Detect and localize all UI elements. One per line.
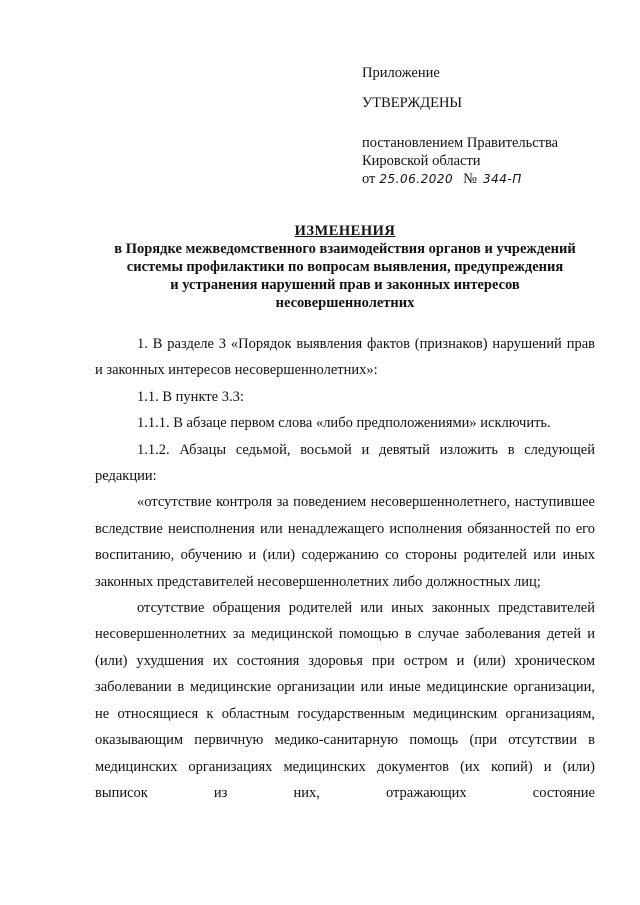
title-line-1: в Порядке межведомственного взаимодействия органов и учреждений: [114, 241, 576, 257]
decree-line-2: Кировской области: [362, 153, 481, 169]
document-body: [95, 331, 595, 806]
number-prefix: №: [463, 171, 477, 187]
decree-reference: [362, 134, 558, 188]
handwritten-number: 344-П: [482, 172, 522, 186]
paragraph-6: отсутствие обращения родителей или иных законных представителей несовершеннолетних за медицинской помощью в случае заболевания детей и (или) ухудшения их состояния здоровья при остром и (или) хроническом заболевании в медицинские организации или иные медицинские организации, не относящиеся к областным государственным медицинским организациям, оказывающим первичную медико-санитарную помощь (при отсутствии в медицинских организациях медицинских документов (их копий) и (или) выписок из них, отражающих состояние: [95, 600, 595, 801]
paragraph-3: 1.1.1. В абзаце первом слова «либо предположениями» исключить.: [137, 415, 551, 432]
paragraph-1: 1. В разделе 3 «Порядок выявления фактов (признаков) нарушений прав и законных интересов несовершеннолетних»:: [95, 336, 595, 379]
title-heading: ИЗМЕНЕНИЯ: [294, 223, 396, 239]
date-prefix: от: [362, 171, 376, 187]
paragraph-5: «отсутствие контроля за поведением несовершеннолетнего, наступившее вследствие неисполнения или ненадлежащего исполнения обязанностей по его воспитанию, обучению и (или) содержанию со стороны родителей или иных законных представителей несовершеннолетних либо должностных лиц;: [95, 494, 595, 590]
handwritten-date: 25.06.2020: [379, 172, 454, 186]
title-line-4: несовершеннолетних: [275, 295, 415, 311]
paragraph-4: 1.1.2. Абзацы седьмой, восьмой и девятый изложить в следующей редакции:: [95, 441, 595, 485]
title-line-3: и устранения нарушений прав и законных интересов: [170, 277, 520, 293]
document-title: [95, 222, 595, 312]
decree-date-line: [362, 170, 558, 188]
approved-label: УТВЕРЖДЕНЫ: [362, 95, 463, 111]
paragraph-2: 1.1. В пункте 3.3:: [137, 388, 244, 405]
decree-line-1: постановлением Правительства: [362, 135, 559, 151]
appendix-label: Приложение: [362, 65, 440, 81]
title-line-2: системы профилактики по вопросам выявления, предупреждения: [126, 259, 564, 275]
